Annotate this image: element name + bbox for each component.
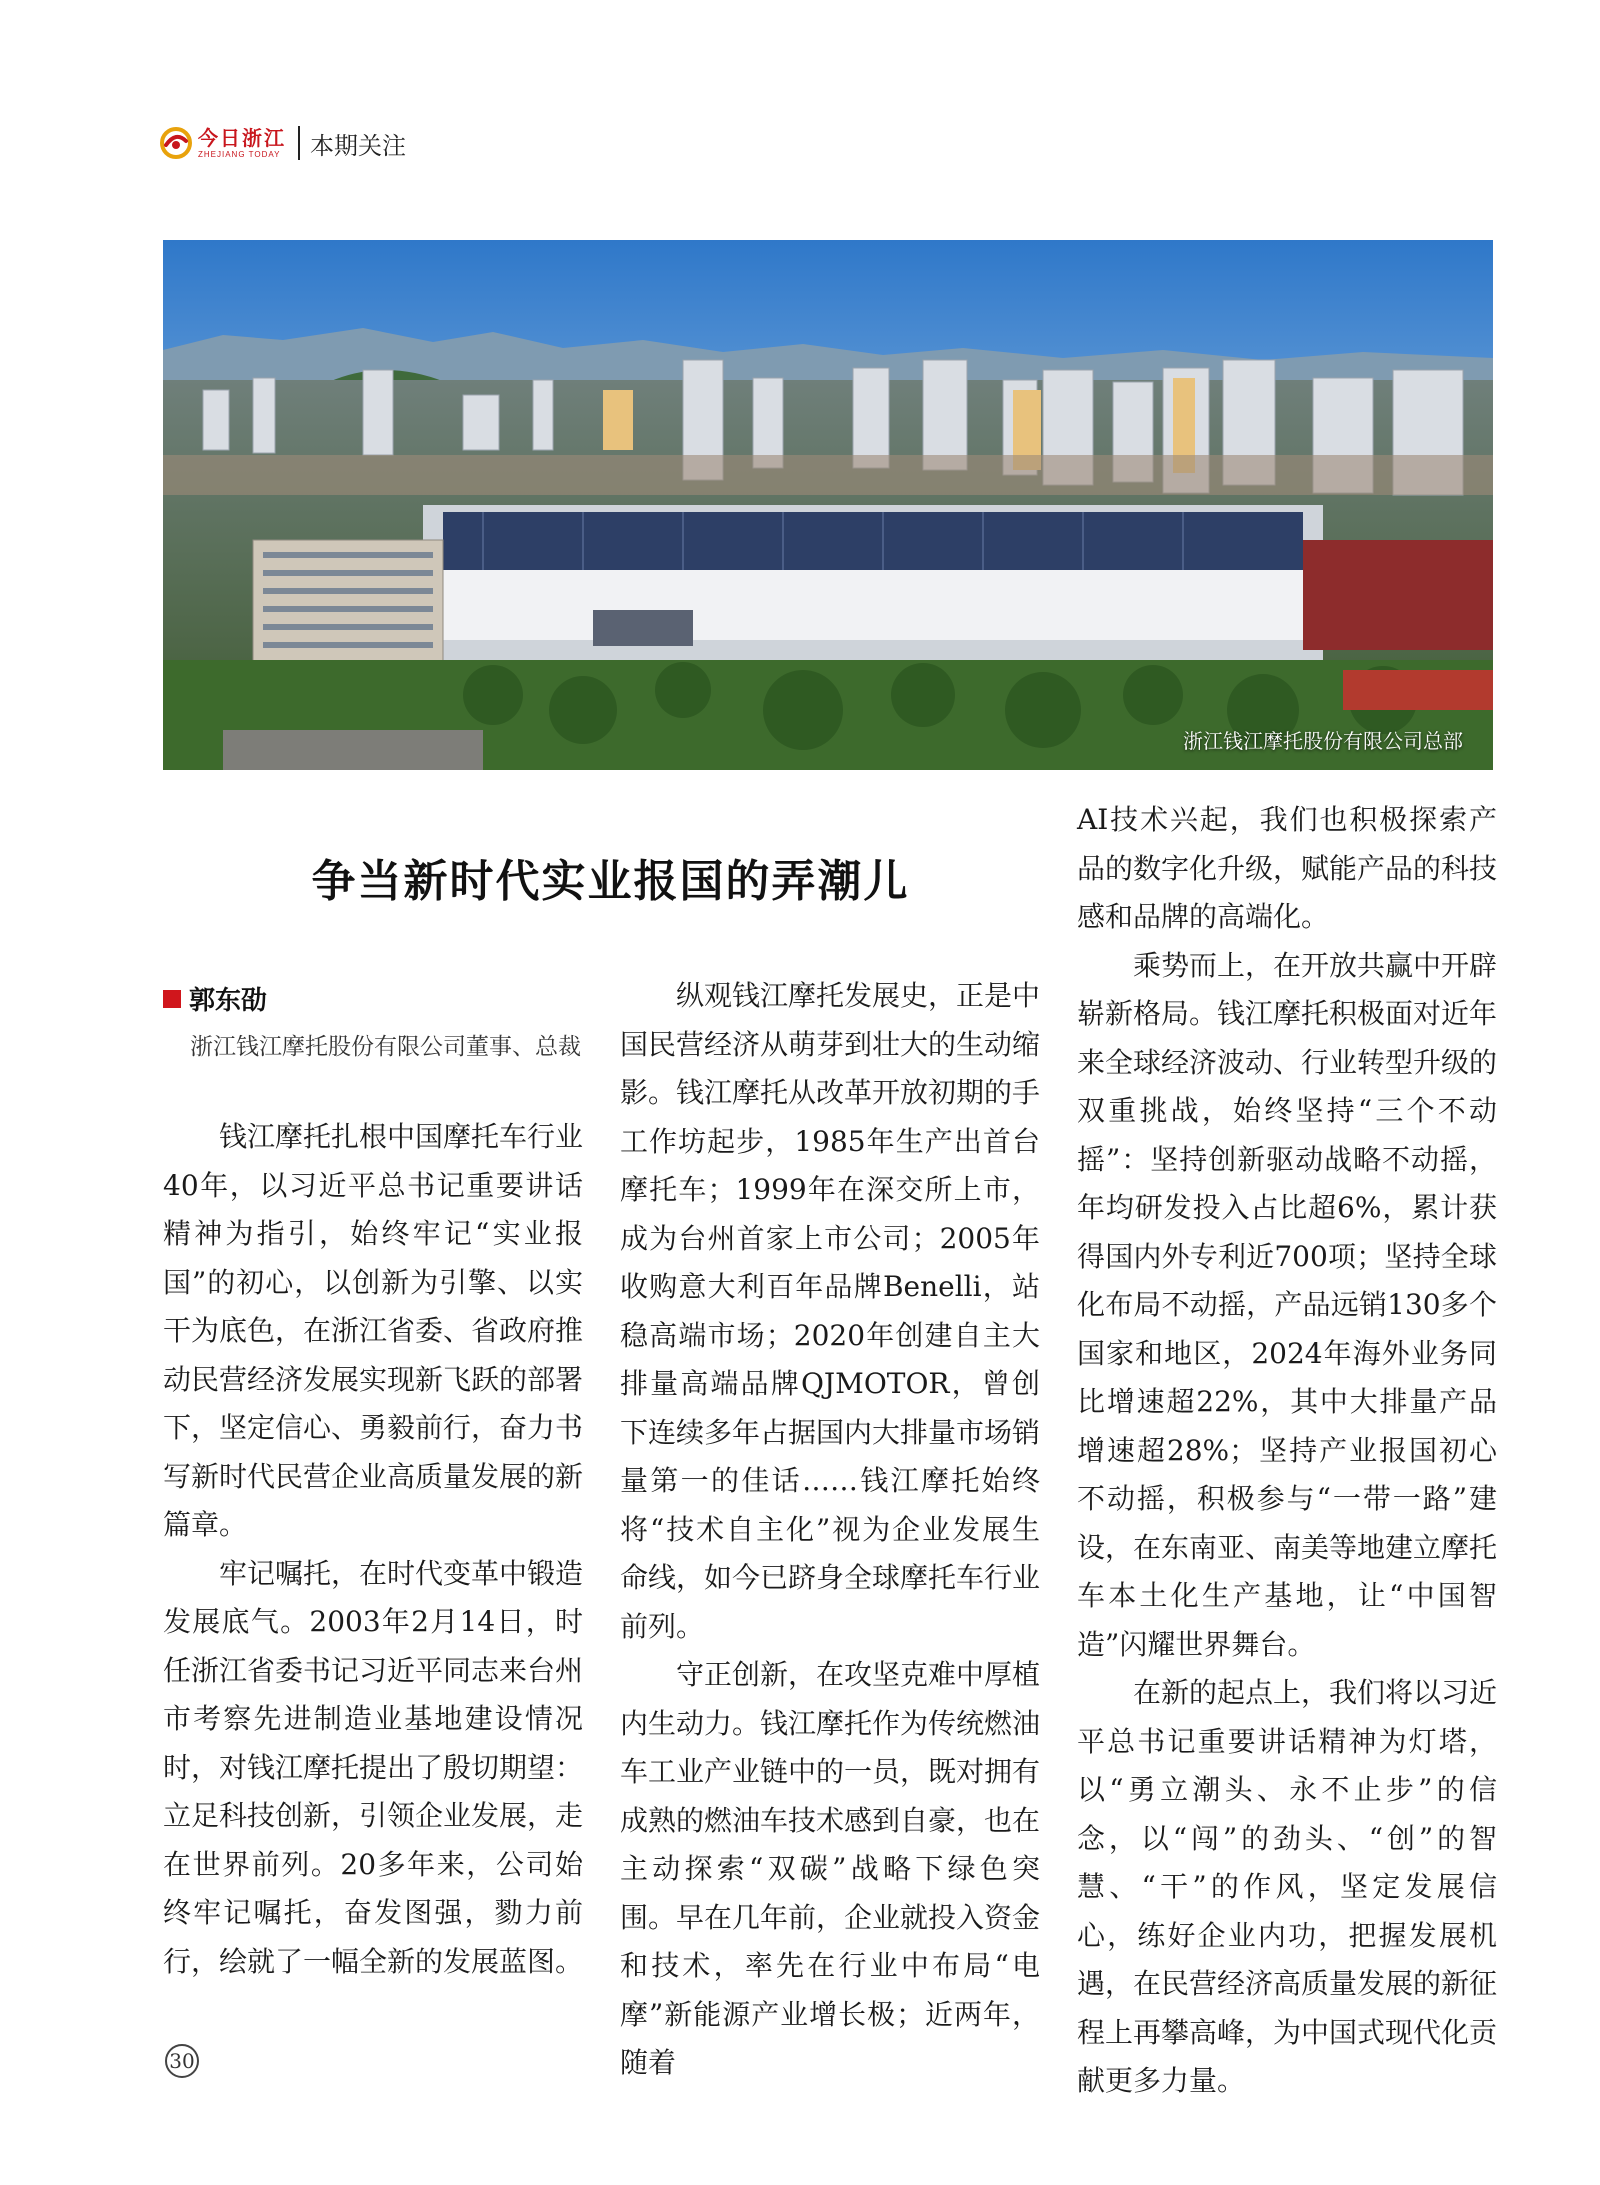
author-byline [163,980,267,1017]
paragraph: 在新的起点上，我们将以习近平总书记重要讲话精神为灯塔，以“勇立潮头、永不止步”的信念，以“闯”的劲头、“创”的智慧、“干”的作风，坚定发展信心，练好企业内功，把握发展机遇，在民营经济高质量发展的新征程上再攀高峰，为中国式现代化贡献更多力量。 [1077,1676,1498,2097]
article-column-3 [1077,796,1497,2106]
article-title: 争当新时代实业报国的弄潮儿 [311,856,910,907]
paragraph: 乘势而上，在开放共赢中开辟崭新格局。钱江摩托积极面对近年来全球经济波动、行业转型升级的双重挑战，始终坚持“三个不动摇”：坚持创新驱动战略不动摇，年均研发投入占比超6%，累计获得国内外专利近700项；坚持全球化布局不动摇，产品远销130多个国家和地区，2024年海外业务同比增速超22%，其中大排量产品增速超28%；坚持产业报国初心不动摇，积极参与“一带一路”建设，在东南亚、南美等地建立摩托车本土化生产基地，让“中国智造”闪耀世界舞台。 [1077,948,1498,1661]
author-name: 郭东劭 [189,986,268,1016]
photo-caption: 浙江钱江摩托股份有限公司总部 [1183,729,1463,753]
page-number: 30 [165,2044,199,2078]
paragraph: 守正创新，在攻坚克难中厚植内生动力。钱江摩托作为传统燃油车工业产业链中的一员，既对拥有成熟的燃油车技术感到自豪，也在主动探索“双碳”战略下绿色突围。早在几年前，企业就投入资金和技术，率先在行业中布局“电摩”新能源产业增长极；近两年，随着 [620,1658,1041,2079]
logo-swirl-icon [160,127,192,159]
section-title: 本期关注 [310,131,406,160]
logo-english-name: ZHEJIANG TODAY [198,149,281,159]
article-column-2 [620,972,1040,2088]
red-square-marker [163,990,181,1008]
paragraph: 钱江摩托扎根中国摩托车行业40年，以习近平总书记重要讲话精神为指引，始终牢记“实业报国”的初心，以创新为引擎、以实干为底色，在浙江省委、省政府推动民营经济发展实现新飞跃的部署下，坚定信心、勇毅前行，奋力书写新时代民营企业高质量发展的新篇章。 [163,1120,584,1541]
aerial-city-illustration [163,240,1493,770]
paragraph-continued: AI技术兴起，我们也积极探索产品的数字化升级，赋能产品的科技感和品牌的高端化。 [1077,803,1498,933]
page-header [160,118,406,168]
headquarters-photo [163,240,1493,770]
author-title: 浙江钱江摩托股份有限公司董事、总裁 [190,1034,581,1060]
magazine-logo [160,127,286,159]
header-divider [298,126,300,160]
article-column-1 [163,1113,583,1986]
logo-chinese-name: 今日浙江 [198,125,286,150]
paragraph: 纵观钱江摩托发展史，正是中国民营经济从萌芽到壮大的生动缩影。钱江摩托从改革开放初期的手工作坊起步，1985年生产出首台摩托车；1999年在深交所上市，成为台州首家上市公司；2005年收购意大利百年品牌Benelli，站稳高端市场；2020年创建自主大排量高端品牌QJMOTOR，曾创下连续多年占据国内大排量市场销量第一的佳话……钱江摩托始终将“技术自主化”视为企业发展生命线，如今已跻身全球摩托车行业前列。 [620,979,1041,1643]
paragraph: 牢记嘱托，在时代变革中锻造发展底气。2003年2月14日，时任浙江省委书记习近平同志来台州市考察先进制造业基地建设情况时，对钱江摩托提出了殷切期望：立足科技创新，引领企业发展，走在世界前列。20多年来，公司始终牢记嘱托，奋发图强，勠力前行，绘就了一幅全新的发展蓝图。 [163,1556,584,1978]
